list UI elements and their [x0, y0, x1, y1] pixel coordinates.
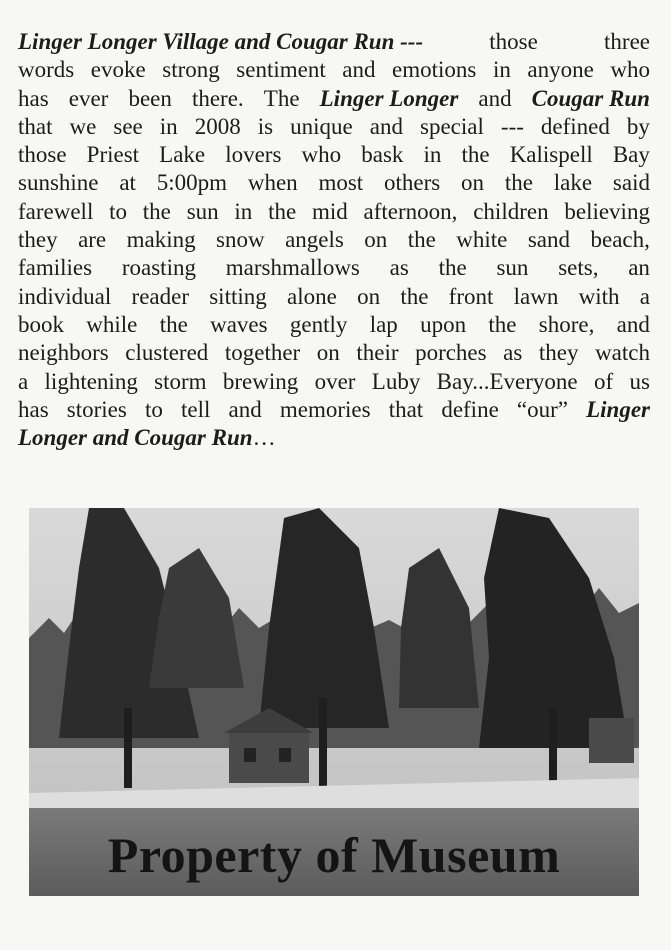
- word: families: [18, 255, 93, 281]
- title-phrase: Linger Longer Village and Cougar Run ---: [18, 29, 424, 54]
- word: believing: [564, 198, 650, 224]
- word: most: [318, 170, 364, 196]
- word: the: [438, 255, 467, 281]
- word: the: [461, 142, 490, 168]
- word: sets,: [558, 255, 599, 281]
- word: in: [159, 113, 178, 139]
- text-line: [18, 339, 650, 367]
- word: lap: [369, 311, 398, 337]
- word: sitting: [209, 283, 267, 309]
- word: neighbors: [18, 340, 109, 366]
- text-line: [18, 311, 650, 339]
- lodge-photo: [29, 508, 639, 896]
- word: others: [384, 170, 441, 196]
- word: three: [604, 29, 650, 54]
- word: anyone: [527, 57, 594, 83]
- word: sand: [527, 227, 571, 253]
- word: words: [18, 57, 75, 83]
- word: book: [18, 311, 64, 337]
- word: gently: [289, 311, 348, 337]
- text-line: [18, 28, 650, 56]
- word: on: [461, 170, 485, 196]
- word: we: [69, 113, 97, 139]
- word: at: [119, 170, 136, 196]
- word: lightening: [44, 368, 138, 394]
- word: on: [316, 340, 340, 366]
- tree-trunk: [549, 708, 557, 788]
- word: when: [247, 170, 298, 196]
- word: strong: [162, 57, 220, 83]
- word: see: [113, 113, 143, 139]
- word: those: [18, 142, 67, 168]
- word: and: [228, 396, 262, 422]
- word: they: [538, 340, 579, 366]
- word: the: [407, 227, 436, 253]
- intro-paragraph: [18, 28, 650, 452]
- word: the: [268, 198, 297, 224]
- word: The: [263, 85, 300, 111]
- emphasis-phrase: Cougar Run: [531, 85, 650, 111]
- word: emotions: [392, 57, 477, 83]
- word: and: [616, 311, 650, 337]
- word: memories: [279, 396, 371, 422]
- word: an: [628, 255, 650, 281]
- word: in: [234, 198, 253, 224]
- word: the: [159, 311, 188, 337]
- word: and: [478, 85, 512, 111]
- word: and: [342, 57, 376, 83]
- text-line: [18, 226, 650, 254]
- word: white: [456, 227, 508, 253]
- word: sunshine: [18, 170, 99, 196]
- word: as: [389, 255, 409, 281]
- word: snow: [216, 227, 265, 253]
- word: roasting: [121, 255, 196, 281]
- word: lawn: [513, 283, 559, 309]
- word: bask: [361, 142, 404, 168]
- text-line: [18, 113, 650, 141]
- word: been: [128, 85, 172, 111]
- word: Bay...Everyone: [436, 368, 578, 394]
- text-line: [18, 368, 650, 396]
- word: tell: [181, 396, 211, 422]
- lodge: [229, 733, 309, 783]
- word: over: [314, 368, 356, 394]
- text-line: [18, 254, 650, 282]
- word: angels: [285, 227, 344, 253]
- word: the: [142, 198, 171, 224]
- word: making: [126, 227, 196, 253]
- word: said: [612, 170, 650, 196]
- word: Luby: [371, 368, 421, 394]
- word: watch: [595, 340, 650, 366]
- text-line: [18, 283, 650, 311]
- word: brewing: [222, 368, 299, 394]
- word: unique: [290, 113, 353, 139]
- tree-trunk: [124, 708, 132, 788]
- word: 5:00pm: [156, 170, 228, 196]
- word: individual: [18, 283, 112, 309]
- word: porches: [415, 340, 487, 366]
- word: sun: [186, 198, 219, 224]
- word: they: [18, 227, 58, 253]
- word: clustered: [125, 340, 209, 366]
- word: to: [144, 396, 163, 422]
- lodge-window: [279, 748, 291, 762]
- word: special: [420, 113, 484, 139]
- ellipsis: …: [252, 425, 276, 451]
- word: there.: [191, 85, 244, 111]
- word: by: [626, 113, 650, 139]
- word: Bay: [612, 142, 650, 168]
- word: to: [109, 198, 128, 224]
- word: lovers: [225, 142, 282, 168]
- word: as: [503, 340, 523, 366]
- word: children: [473, 198, 549, 224]
- word: with: [578, 283, 620, 309]
- word: sentiment: [236, 57, 326, 83]
- word: in: [492, 57, 511, 83]
- word: sun: [496, 255, 529, 281]
- word: Lake: [159, 142, 206, 168]
- word: lake: [553, 170, 593, 196]
- word: define: [441, 396, 499, 422]
- word: together: [224, 340, 301, 366]
- word: who: [610, 57, 650, 83]
- word: that: [388, 396, 424, 422]
- text-line: [18, 396, 650, 424]
- emphasis-phrase: Longer and Cougar Run: [18, 425, 253, 451]
- word: who: [301, 142, 342, 168]
- word: on: [357, 283, 381, 309]
- word: marshmallows: [225, 255, 360, 281]
- word: ever: [68, 85, 109, 111]
- word: stories: [66, 396, 127, 422]
- tree-trunk: [319, 698, 327, 788]
- word: those: [489, 29, 538, 54]
- text-line: [18, 169, 650, 197]
- word: storm: [154, 368, 207, 394]
- word: a: [639, 283, 650, 309]
- word: and: [369, 113, 403, 139]
- text-line: [18, 56, 650, 84]
- word: their: [356, 340, 399, 366]
- emphasis-phrase: Linger: [586, 396, 650, 422]
- word: afternoon,: [363, 198, 458, 224]
- word: beach,: [590, 227, 650, 253]
- word: defined: [540, 113, 610, 139]
- text-line: [18, 198, 650, 226]
- word: us: [629, 368, 650, 394]
- word: Priest: [86, 142, 140, 168]
- word: a: [18, 368, 29, 394]
- lodge-window: [244, 748, 256, 762]
- word: in: [423, 142, 442, 168]
- word: are: [78, 227, 107, 253]
- word: has: [18, 396, 49, 422]
- word: while: [86, 311, 138, 337]
- word: the: [400, 283, 429, 309]
- text-line: [18, 85, 650, 113]
- word: has: [18, 85, 49, 111]
- museum-stamp: Property of Museum: [107, 827, 561, 883]
- cabin: [589, 718, 634, 763]
- text-line: [18, 424, 650, 452]
- word: shore,: [538, 311, 595, 337]
- word: Kalispell: [509, 142, 593, 168]
- word: that: [18, 113, 53, 139]
- text-line: [18, 141, 650, 169]
- word: front: [448, 283, 494, 309]
- word: of: [593, 368, 614, 394]
- word: is: [257, 113, 274, 139]
- word: the: [488, 311, 517, 337]
- word: reader: [131, 283, 189, 309]
- word: alone: [287, 283, 337, 309]
- word: farewell: [18, 198, 94, 224]
- emphasis-phrase: Linger Longer: [319, 85, 459, 111]
- word: 2008: [194, 113, 241, 139]
- word: ---: [500, 113, 524, 139]
- word: waves: [210, 311, 268, 337]
- word: “our”: [516, 396, 568, 422]
- word: evoke: [90, 57, 146, 83]
- word: upon: [420, 311, 467, 337]
- word: on: [364, 227, 388, 253]
- word: mid: [311, 198, 348, 224]
- word: the: [504, 170, 533, 196]
